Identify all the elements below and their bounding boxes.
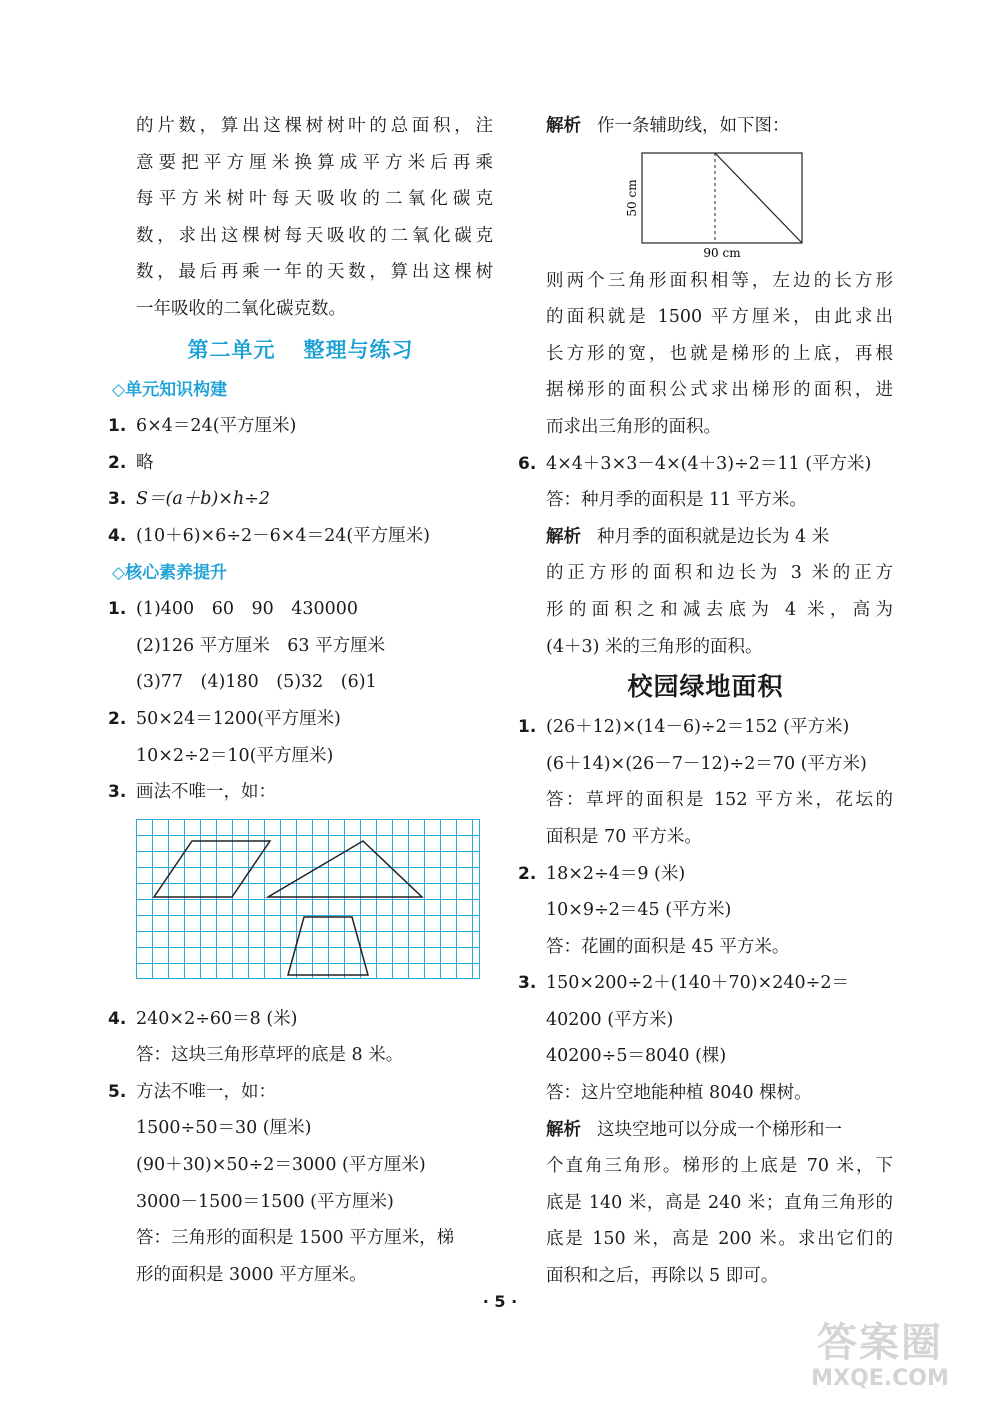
answer-item — [518, 856, 893, 893]
answer-item — [108, 408, 493, 445]
watermark-url: MXQE.COM — [811, 1366, 949, 1391]
answer-text: 10×2÷2＝10(平方厘米) — [136, 745, 334, 766]
item-number: 1. — [518, 717, 537, 738]
grid-drawing — [136, 819, 480, 979]
item-number: 3. — [518, 973, 537, 994]
item-number: 1. — [108, 599, 127, 620]
analysis-text: 则两个三角形面积相等，左边的长方形 — [546, 270, 893, 291]
answer-text: (6＋14)×(26－7－12)÷2＝70 (平方米) — [546, 753, 867, 774]
section-big-title: 校园绿地面积 — [627, 672, 784, 702]
answer-text: 18×2÷4＝9 (米) — [546, 863, 686, 884]
item-number: 2. — [108, 708, 127, 729]
intro-line: 一年吸收的二氧化碳克数。 — [136, 298, 346, 319]
analysis-label: 解析 — [546, 526, 581, 547]
analysis-text: 的面积就是 1500 平方厘米，由此求出 — [546, 307, 893, 328]
answer-item — [108, 591, 493, 628]
item-number: 4. — [108, 525, 127, 546]
answer-text: 50×24＝1200(平方厘米) — [136, 708, 341, 729]
item-number: 2. — [518, 863, 537, 884]
answer-item — [108, 481, 493, 518]
unit-title-name: 整理与练习 — [303, 337, 414, 362]
answer-item — [518, 446, 893, 483]
analysis-text: 形的面积之和减去底为 4 米，高为 — [546, 599, 893, 620]
width-label: 90 cm — [703, 245, 741, 260]
intro-line: 意要把平方厘米换算成平方米后再乘 — [136, 152, 493, 173]
intro-line: 数，最后再乘一年的天数，算出这棵树 — [136, 262, 493, 283]
analysis-label: 解析 — [546, 1119, 581, 1140]
answer-text: (90＋30)×50÷2＝3000 (平方厘米) — [136, 1155, 426, 1176]
answer-text: 10×9÷2＝45 (平方米) — [546, 900, 732, 921]
analysis-text: 而求出三角形的面积。 — [546, 416, 721, 437]
grid-figure — [108, 811, 493, 1001]
answer-text: 6×4＝24(平方厘米) — [136, 416, 297, 437]
rectangle-figure — [518, 145, 893, 263]
analysis-line — [518, 108, 893, 145]
analysis-label: 解析 — [546, 116, 581, 136]
answer-item — [108, 774, 493, 811]
answer-text: 略 — [136, 452, 154, 473]
item-number: 4. — [108, 1008, 127, 1029]
answer-text: 画法不唯一，如： — [136, 782, 276, 803]
answer-item — [518, 965, 893, 1002]
answer-item — [108, 701, 493, 738]
answer-text: 方法不唯一，如： — [136, 1081, 276, 1102]
analysis-text: 长方形的宽，也就是梯形的上底，再根 — [546, 343, 893, 364]
analysis-text: 种月季的面积就是边长为 4 米 — [597, 526, 830, 547]
answer-text: 1500÷50＝30 (厘米) — [136, 1118, 312, 1139]
answer-text: 答：种月季的面积是 11 平方米。 — [546, 490, 807, 511]
unit-title — [108, 328, 493, 372]
unit-title-number: 第二单元 — [187, 337, 276, 362]
answer-text: 答：这块三角形草坪的底是 8 米。 — [136, 1045, 404, 1066]
answer-item — [108, 1001, 493, 1038]
answer-text: 4×4＋3×3－4×(4＋3)÷2＝11 (平方米) — [546, 453, 872, 474]
page-number: · 5 · — [482, 1292, 518, 1311]
answer-text: 形的面积是 3000 平方厘米。 — [136, 1264, 367, 1285]
answer-text: 3000－1500＝1500 (平方厘米) — [136, 1191, 394, 1212]
section-title-core: ◇核心素养提升 — [112, 562, 228, 583]
answer-text: 答：草坪的面积是 152 平方米，花坛的 — [546, 790, 893, 811]
analysis-text: 个直角三角形。梯形的上底是 70 米，下 — [546, 1156, 893, 1177]
answer-text: 40200 (平方米) — [546, 1009, 674, 1030]
height-label: 50 cm — [625, 179, 639, 217]
answer-text: 答：这片空地能种植 8040 棵树。 — [546, 1083, 812, 1104]
analysis-text: 底是 150 米，高是 200 米。求出它们的 — [546, 1229, 893, 1250]
answer-text: (26＋12)×(14－6)÷2＝152 (平方米) — [546, 717, 850, 738]
item-number: 6. — [518, 453, 537, 474]
answer-text: 240×2÷60＝8 (米) — [136, 1008, 298, 1029]
answer-text: (1)400 60 90 430000 — [136, 599, 359, 620]
answer-text: (2)126 平方厘米 63 平方厘米 — [136, 635, 386, 656]
answer-text: 40200÷5＝8040 (棵) — [546, 1046, 727, 1067]
answer-item — [108, 518, 493, 555]
parallelogram-shape — [154, 841, 270, 897]
analysis-text: 面积和之后，再除以 5 即可。 — [546, 1266, 779, 1287]
intro-line: 数，求出这棵树每天吸收的二氧化碳克 — [136, 225, 493, 246]
answer-text: 答：三角形的面积是 1500 平方厘米，梯 — [136, 1228, 455, 1249]
analysis-text: (4＋3) 米的三角形的面积。 — [546, 636, 763, 657]
answer-text: S＝(a＋b)×h÷2 — [136, 489, 271, 510]
watermark-logo — [780, 1320, 980, 1400]
answer-item — [108, 1074, 493, 1111]
analysis-line — [518, 1112, 893, 1149]
answer-text: (10＋6)×6÷2－6×4＝24(平方厘米) — [136, 525, 431, 546]
item-number: 1. — [108, 416, 127, 437]
answer-text: 答：花圃的面积是 45 平方米。 — [546, 936, 790, 957]
rectangle-drawing — [518, 145, 893, 263]
section-title-knowledge: ◇单元知识构建 — [112, 379, 228, 400]
intro-line: 的片数，算出这棵树树叶的总面积，注 — [136, 116, 493, 136]
analysis-line — [518, 519, 893, 556]
intro-line: 每平方米树叶每天吸收的二氧化碳克 — [136, 189, 493, 210]
right-column — [518, 108, 893, 1295]
answer-item — [518, 709, 893, 746]
item-number: 5. — [108, 1081, 127, 1102]
answer-text: 150×200÷2＋(140＋70)×240÷2＝ — [546, 973, 849, 994]
answer-text: (3)77 (4)180 (5)32 (6)1 — [136, 672, 377, 693]
analysis-text: 据梯形的面积公式求出梯形的面积，进 — [546, 380, 893, 401]
item-number: 2. — [108, 452, 127, 473]
left-column — [108, 108, 493, 1293]
watermark-text: 答案圈 — [817, 1320, 943, 1366]
analysis-text: 的正方形的面积和边长为 3 米的正方 — [546, 563, 893, 584]
analysis-text: 作一条辅助线，如下图： — [597, 116, 790, 136]
answer-item — [108, 445, 493, 482]
analysis-text: 这块空地可以分成一个梯形和一 — [597, 1119, 842, 1140]
item-number: 3. — [108, 782, 127, 803]
answer-text: 面积是 70 平方米。 — [546, 826, 702, 847]
analysis-text: 底是 140 米，高是 240 米；直角三角形的 — [546, 1192, 893, 1213]
item-number: 3. — [108, 489, 127, 510]
